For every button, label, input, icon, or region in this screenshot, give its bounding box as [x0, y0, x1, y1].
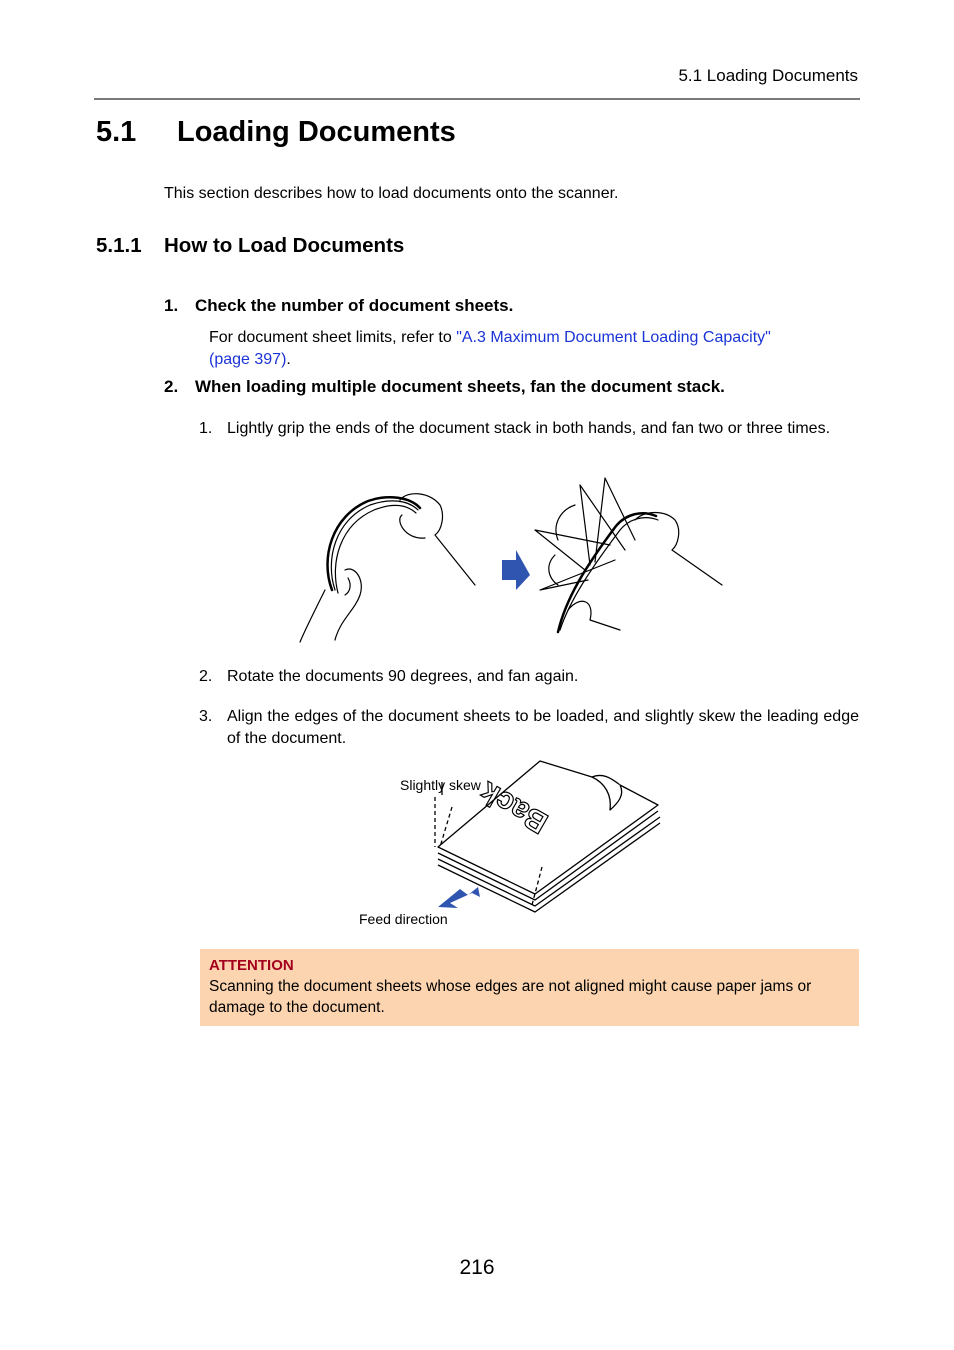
fanning-illustration — [290, 470, 740, 650]
intro-paragraph: This section describes how to load documents onto the scanner. — [164, 185, 619, 202]
subsection-title: How to Load Documents — [164, 234, 405, 257]
feed-arrow-icon — [438, 887, 480, 908]
substep-number: 1. — [199, 420, 213, 437]
step-title: When loading multiple document sheets, fan the document stack. — [195, 377, 725, 396]
substep-number: 2. — [199, 668, 213, 685]
substep-text: Align the edges of the document sheets to be loaded, and slightly skew the leading edge of the document. — [227, 708, 859, 747]
substep-text: Rotate the documents 90 degrees, and fan again. — [227, 668, 579, 685]
step-2-heading — [164, 377, 725, 397]
right-arrow-icon — [502, 550, 530, 590]
page-number: 216 — [459, 1256, 495, 1279]
running-header: 5.1 Loading Documents — [678, 66, 858, 85]
subsection-number: 5.1.1 — [96, 234, 142, 257]
skew-label: Slightly skew — [400, 777, 481, 793]
step-1-body-prefix: For document sheet limits, refer to — [209, 329, 457, 346]
step-title: Check the number of document sheets. — [195, 296, 514, 315]
substep-2 — [199, 666, 859, 688]
step-1-body — [209, 327, 859, 371]
substep-3 — [199, 706, 859, 750]
step-number: 1. — [164, 296, 179, 315]
substep-number: 3. — [199, 708, 213, 725]
subsection-heading — [96, 234, 404, 258]
section-heading — [96, 116, 456, 149]
paper-back-text: Back — [474, 775, 554, 840]
attention-title: ATTENTION — [209, 957, 294, 974]
skew-illustration — [420, 755, 670, 920]
attention-box — [200, 949, 859, 1026]
feed-direction-label: Feed direction — [359, 911, 448, 927]
step-number: 2. — [164, 377, 179, 396]
step-1-body-suffix: . — [286, 351, 291, 368]
capacity-link-page[interactable]: (page 397) — [209, 351, 287, 368]
substep-1 — [199, 418, 859, 440]
substep-text: Lightly grip the ends of the document stack in both hands, and fan two or three times. — [227, 420, 831, 437]
attention-text: Scanning the document sheets whose edges are not aligned might cause paper jams or damage to the document. — [209, 978, 812, 1016]
header-rule — [94, 98, 860, 100]
capacity-link[interactable]: "A.3 Maximum Document Loading Capacity" — [456, 329, 771, 346]
step-1-heading — [164, 296, 513, 316]
section-number: 5.1 — [96, 116, 137, 148]
section-title: Loading Documents — [177, 116, 456, 148]
